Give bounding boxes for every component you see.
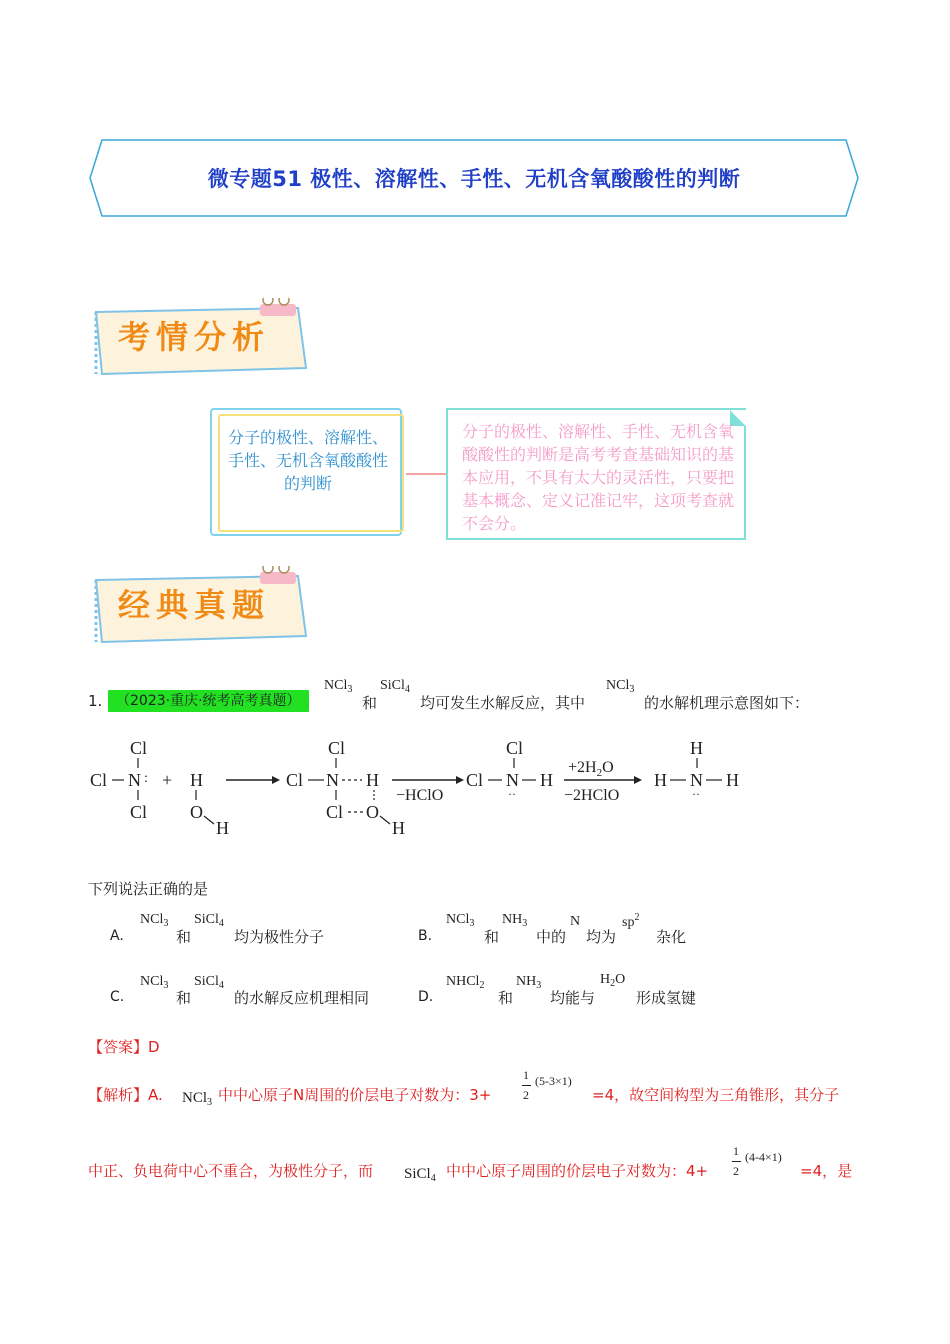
option-d-and: 和 [498,989,514,1007]
option-d-mid: 均能与 [550,989,596,1007]
analysis-label: 【解析】A. [88,1086,163,1104]
scheme-plus: + [162,770,173,790]
svg-text:··: ·· [692,787,700,801]
scheme-arrow-label: −HClO [396,787,444,804]
option-d-letter: D. [418,989,434,1005]
formula-sicl4: SiCl$_4$ [404,1166,436,1184]
analysis-line2-a: 中正、负电荷中心不重合，为极性分子，而 [88,1162,374,1180]
scheme-atom: H [216,818,229,838]
analysis-line2-b: 中中心原子周围的价层电子对数为：4+ [446,1162,709,1180]
formula-sp2: $sp^2$ [622,912,640,930]
fraction-bar [522,1085,531,1086]
scheme-atom: H [690,738,703,758]
stem-and: 和 [362,694,378,712]
option-b-and: 和 [484,928,500,946]
option-b-letter: B. [418,928,433,944]
scheme-atom: Cl [326,802,344,822]
answer-label: 【答案】D [88,1038,160,1056]
option-a-and: 和 [176,928,192,946]
analysis-line1-paren: (5-3×1) [535,1074,572,1088]
connector-line [406,473,446,475]
scheme-atom: H [540,770,553,790]
option-b-mid2: 均为 [586,928,617,946]
option-c-text: 的水解反应机理相同 [234,989,370,1007]
scheme-atom: H [654,770,667,790]
scheme-atom: H [392,818,405,838]
scheme-atom: Cl [90,770,108,790]
stem-mid: 均可发生水解反应，其中 [420,694,586,712]
formula-ncl3: NCl$_3$ [606,678,635,695]
option-c-and: 和 [176,989,192,1007]
analysis-line2-paren: (4-4×1) [745,1150,782,1164]
formula-sicl4: SiCl$_4$ [194,912,224,929]
title-banner [88,138,860,218]
section-title-classic: 经典真题 [118,586,271,624]
option-b-text: 杂化 [656,928,687,946]
analysis-line2-c: =4，是 [800,1162,853,1180]
section-header-analysis [92,298,312,370]
formula-sicl4: SiCl$_4$ [380,678,410,695]
option-a-text: 均为极性分子 [234,928,325,946]
source-badge: （2023·重庆·统考高考真题） [108,690,309,712]
svg-text:··: ·· [508,787,516,801]
formula-n: N [570,914,581,929]
scheme-atom: N [506,770,519,790]
formula-ncl3: NCl$_3$ [140,974,169,991]
formula-ncl3: NCl$_3$ [324,678,353,695]
fraction-denominator: 2 [733,1164,739,1178]
page-title: 微专题51 极性、溶解性、手性、无机含氧酸酸性的判断 [207,167,741,191]
section-title-analysis: 考情分析 [118,318,271,356]
stem-end: 的水解机理示意图如下： [644,694,810,712]
analysis-line1-b: =4，故空间构型为三角锥形，其分子 [592,1086,840,1104]
option-c-letter: C. [110,989,125,1005]
fraction-numerator: 1 [523,1068,529,1082]
formula-nh3: $NH_3$ [516,974,542,991]
formula-sicl4: SiCl$_4$ [194,974,224,991]
scheme-arrow-label-bottom: −2HClO [564,787,620,804]
scheme-atom: N [326,770,339,790]
option-b-mid: 中的 [536,928,567,946]
scheme-atom: H [366,770,379,790]
question-number: 1. [88,692,103,710]
formula-ncl3: NCl$_3$ [446,912,475,929]
formula-nhcl2: NHCl$_2$ [446,974,485,991]
scheme-arrow-label-top: $+2H_2O$ [568,759,614,779]
analysis-line1-a: 中中心原子N周围的价层电子对数为：3+ [218,1086,492,1104]
svg-text::: : [144,771,148,786]
scheme-atom: Cl [286,770,304,790]
scheme-atom: Cl [328,738,346,758]
fraction-numerator: 1 [733,1144,739,1158]
hydrolysis-scheme [86,736,786,840]
scheme-atom: H [726,770,739,790]
analysis-description-box [446,408,748,542]
scheme-atom: N [690,770,703,790]
scheme-atom: Cl [130,738,148,758]
question-prompt: 下列说法正确的是 [88,880,209,898]
scheme-atom: O [366,802,379,822]
scheme-atom: Cl [466,770,484,790]
scheme-atom: O [190,802,203,822]
formula-ncl3: NCl$_3$ [140,912,169,929]
analysis-description-text: 分子的极性、溶解性、手性、无机含氧酸酸性的判断是高考考查基础知识的基本应用，不具有太大的灵活性，只要把基本概念、定义记准记牢，这项考查就不会分。 [462,422,735,533]
section-header-classic [92,566,312,638]
scheme-atom: Cl [130,802,148,822]
fraction-bar [732,1161,741,1162]
option-d-text: 形成氢键 [636,989,697,1007]
option-a-letter: A. [110,928,124,944]
scheme-atom: N [128,770,141,790]
formula-ncl3: NCl$_3$ [182,1090,213,1108]
scheme-atom: Cl [506,738,524,758]
fraction-denominator: 2 [523,1088,529,1102]
formula-nh3: $NH_3$ [502,912,528,929]
formula-h2o: $H_2O$ [600,972,626,989]
scheme-atom: H [190,770,203,790]
analysis-topic-text: 分子的极性、溶解性、手性、无机含氧酸酸性的判断 [227,428,388,493]
analysis-topic-box [210,408,406,538]
